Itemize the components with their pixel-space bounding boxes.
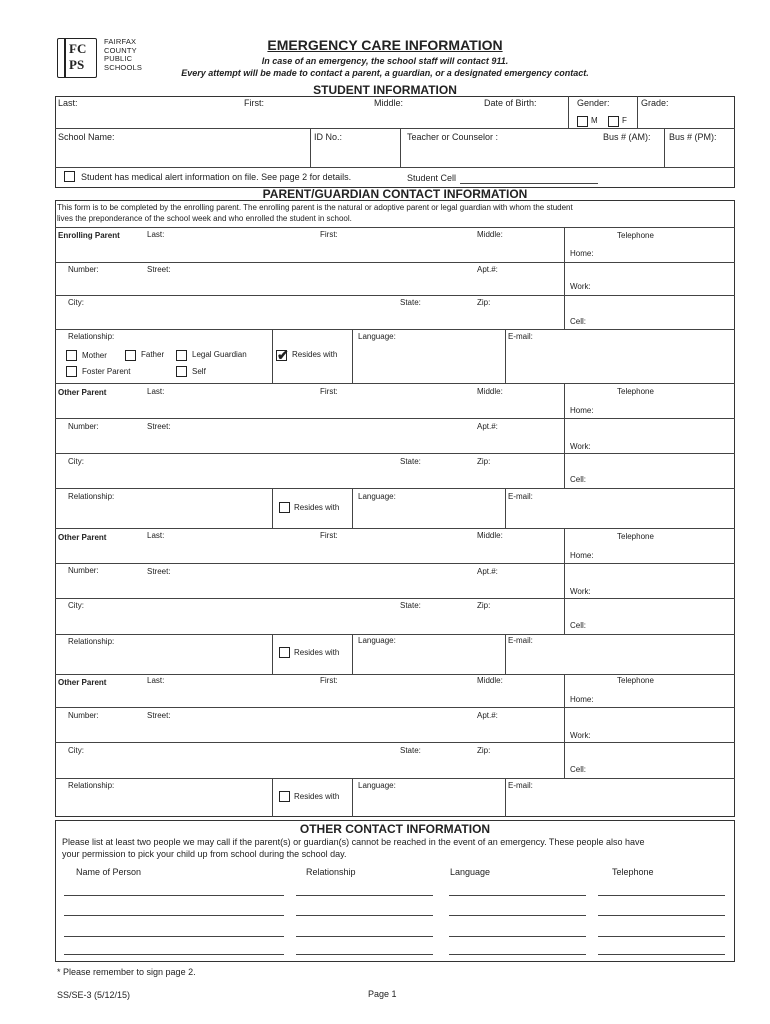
number-label: Number:	[68, 265, 99, 274]
parent-intro-line2: lives the preponderance of the school week and who enrolled the student in school.	[57, 214, 352, 223]
relationship-header: Relationship	[306, 867, 356, 877]
parent-intro-line1: This form is to be completed by the enrolling parent. The enrolling parent is the natural or adoptive parent or legal guardian with whom the student	[57, 203, 573, 212]
relationship-label: Relationship:	[68, 637, 115, 646]
page-title: EMERGENCY CARE INFORMATION	[267, 37, 503, 53]
contact-language-line[interactable]	[449, 954, 586, 955]
foster-parent-label: Foster Parent	[82, 367, 131, 376]
divider	[272, 634, 273, 674]
last-label: Last:	[147, 230, 165, 239]
state-label: State:	[400, 746, 421, 755]
divider	[272, 329, 273, 383]
divider	[55, 453, 735, 454]
divider	[664, 128, 665, 167]
divider	[564, 674, 565, 778]
bus-pm-label: Bus # (PM):	[669, 132, 717, 142]
divider	[352, 329, 353, 383]
email-label: E-mail:	[508, 332, 533, 341]
middle-label: Middle:	[477, 531, 503, 540]
telephone-label: Telephone	[617, 676, 654, 685]
resides-with-label: Resides with	[294, 503, 340, 512]
middle-label: Middle:	[477, 676, 503, 685]
resides-with-checkbox[interactable]	[279, 502, 290, 513]
divider	[55, 262, 735, 263]
telephone-header: Telephone	[612, 867, 654, 877]
contact-name-line[interactable]	[64, 895, 284, 896]
state-label: State:	[400, 601, 421, 610]
city-label: City:	[68, 298, 84, 307]
contact-name-line[interactable]	[64, 915, 284, 916]
relationship-label: Relationship:	[68, 781, 115, 790]
subtitle-911: In case of an emergency, the school staff will contact 911.	[261, 56, 509, 66]
city-label: City:	[68, 601, 84, 610]
street-label: Street:	[147, 567, 171, 576]
language-label: Language:	[358, 492, 396, 501]
page-number: Page 1	[368, 989, 397, 999]
cell-label: Cell:	[570, 765, 587, 774]
zip-label: Zip:	[477, 457, 491, 466]
language-header: Language	[450, 867, 491, 877]
zip-label: Zip:	[477, 746, 491, 755]
id-no-label: ID No.:	[314, 132, 343, 142]
number-label: Number:	[68, 711, 99, 720]
student-last-label: Last:	[58, 98, 78, 108]
last-label: Last:	[147, 676, 165, 685]
bus-am-label: Bus # (AM):	[603, 132, 651, 142]
language-label: Language:	[358, 636, 396, 645]
self-label: Self	[192, 367, 206, 376]
divider	[272, 778, 273, 817]
resides-with-label: Resides with	[294, 648, 340, 657]
mother-label: Mother	[82, 351, 107, 360]
telephone-label: Telephone	[617, 387, 654, 396]
divider	[505, 778, 506, 817]
street-label: Street:	[147, 422, 171, 431]
divider	[505, 329, 506, 383]
first-label: First:	[320, 531, 338, 540]
divider	[55, 383, 735, 384]
apt-label: Apt.#:	[477, 711, 498, 720]
medical-alert-checkbox[interactable]	[64, 171, 75, 182]
student-middle-label: Middle:	[374, 98, 404, 108]
sign-reminder: * Please remember to sign page 2.	[57, 967, 196, 977]
middle-label: Middle:	[477, 230, 503, 239]
divider	[55, 528, 735, 529]
city-label: City:	[68, 746, 84, 755]
divider	[564, 383, 565, 488]
number-label: Number:	[68, 422, 99, 431]
cell-label: Cell:	[570, 475, 587, 484]
name-of-person-header: Name of Person	[76, 867, 142, 877]
home-label: Home:	[570, 406, 594, 415]
cell-label: Cell:	[570, 317, 587, 326]
divider	[55, 128, 735, 129]
parent-info-box	[55, 200, 735, 817]
student-grade-label: Grade:	[641, 98, 669, 108]
checkmark-icon: ✔	[277, 347, 289, 363]
student-dob-label: Date of Birth:	[484, 98, 537, 108]
divider	[55, 563, 735, 564]
contact-name-line[interactable]	[64, 936, 284, 937]
gender-f-checkbox[interactable]	[608, 116, 619, 127]
divider	[310, 128, 311, 167]
divider	[505, 634, 506, 674]
father-label: Father	[141, 350, 165, 359]
enrolling-parent-label: Enrolling Parent	[58, 231, 120, 240]
logo-line: COUNTY	[104, 45, 137, 55]
work-label: Work:	[570, 587, 591, 596]
language-label: Language:	[358, 332, 396, 341]
divider	[400, 128, 401, 167]
contact-telephone-line[interactable]	[598, 915, 725, 916]
divider	[55, 707, 735, 708]
divider	[55, 329, 735, 330]
contact-language-line[interactable]	[449, 915, 586, 916]
apt-label: Apt.#:	[477, 422, 498, 431]
medical-alert-label: Student has medical alert information on file. See page 2 for details.	[81, 172, 352, 182]
divider	[564, 528, 565, 634]
contact-relationship-line[interactable]	[296, 915, 433, 916]
home-label: Home:	[570, 551, 594, 560]
other-contact-title: OTHER CONTACT INFORMATION	[299, 822, 491, 836]
contact-telephone-line[interactable]	[598, 936, 725, 937]
logo-line: FAIRFAX	[104, 37, 137, 46]
divider	[55, 598, 735, 599]
legal-guardian-label: Legal Guardian	[192, 350, 247, 359]
street-label: Street:	[147, 265, 171, 274]
divider	[564, 227, 565, 329]
parent-section-title: PARENT/GUARDIAN CONTACT INFORMATION	[262, 187, 528, 201]
father-checkbox[interactable]	[125, 350, 136, 361]
language-label: Language:	[358, 781, 396, 790]
work-label: Work:	[570, 731, 591, 740]
work-label: Work:	[570, 282, 591, 291]
divider	[55, 227, 735, 228]
self-checkbox[interactable]	[176, 366, 187, 377]
divider	[505, 488, 506, 528]
contact-language-line[interactable]	[449, 895, 586, 896]
other-parent-label: Other Parent	[58, 388, 107, 397]
city-label: City:	[68, 457, 84, 466]
email-label: E-mail:	[508, 636, 533, 645]
zip-label: Zip:	[477, 298, 491, 307]
telephone-label: Telephone	[617, 532, 654, 541]
last-label: Last:	[147, 531, 165, 540]
first-label: First:	[320, 230, 338, 239]
gender-f-label: F	[622, 116, 627, 125]
other-contact-intro1: Please list at least two people we may call if the parent(s) or guardian(s) cannot be reached in the event of an emergency. These people also have	[62, 837, 645, 847]
gender-m-label: M	[591, 116, 598, 125]
divider	[272, 488, 273, 528]
resides-with-checkbox[interactable]	[279, 791, 290, 802]
divider	[55, 167, 735, 168]
legal-guardian-checkbox[interactable]	[176, 350, 187, 361]
teacher-label: Teacher or Counselor :	[407, 132, 499, 142]
logo-line: PUBLIC	[104, 54, 133, 63]
home-label: Home:	[570, 695, 594, 704]
resides-with-checkbox[interactable]	[279, 647, 290, 658]
relationship-label: Relationship:	[68, 492, 115, 501]
apt-label: Apt.#:	[477, 567, 498, 576]
contact-relationship-line[interactable]	[296, 936, 433, 937]
contact-relationship-line[interactable]	[296, 895, 433, 896]
zip-label: Zip:	[477, 601, 491, 610]
resides-with-checkbox[interactable]	[276, 347, 289, 363]
street-label: Street:	[147, 711, 171, 720]
logo-line: SCHOOLS	[104, 62, 143, 72]
first-label: First:	[320, 676, 338, 685]
divider	[55, 742, 735, 743]
cell-label: Cell:	[570, 621, 587, 630]
foster-parent-checkbox[interactable]	[66, 366, 77, 377]
telephone-label: Telephone	[617, 231, 654, 240]
number-label: Number:	[68, 566, 99, 575]
gender-m-checkbox[interactable]	[577, 116, 588, 127]
divider	[55, 488, 735, 489]
other-parent-label: Other Parent	[58, 678, 107, 687]
work-label: Work:	[570, 442, 591, 451]
other-contact-intro2: your permission to pick your child up from school during the school day.	[62, 849, 347, 859]
student-first-label: First:	[244, 98, 264, 108]
resides-with-label: Resides with	[292, 350, 338, 359]
contact-language-line[interactable]	[449, 936, 586, 937]
student-section-title: STUDENT INFORMATION	[313, 83, 457, 97]
resides-with-label: Resides with	[294, 792, 340, 801]
student-gender-label: Gender:	[577, 98, 610, 108]
divider	[637, 96, 638, 128]
contact-telephone-line[interactable]	[598, 895, 725, 896]
form-id: SS/SE-3 (5/12/15)	[57, 990, 131, 1000]
divider	[352, 778, 353, 817]
other-parent-label: Other Parent	[58, 533, 107, 542]
contact-telephone-line[interactable]	[598, 954, 725, 955]
apt-label: Apt.#:	[477, 265, 498, 274]
divider	[55, 418, 735, 419]
first-label: First:	[320, 387, 338, 396]
contact-relationship-line[interactable]	[296, 954, 433, 955]
divider	[55, 295, 735, 296]
divider	[352, 634, 353, 674]
contact-name-line[interactable]	[64, 954, 284, 955]
email-label: E-mail:	[508, 781, 533, 790]
divider	[55, 778, 735, 779]
home-label: Home:	[570, 249, 594, 258]
divider	[55, 634, 735, 635]
subtitle-contact: Every attempt will be made to contact a parent, a guardian, or a designated emergency contact.	[181, 68, 589, 78]
relationship-label: Relationship:	[68, 332, 115, 341]
middle-label: Middle:	[477, 387, 503, 396]
logo-fc: FC	[69, 41, 87, 56]
state-label: State:	[400, 457, 421, 466]
divider	[55, 674, 735, 675]
divider	[568, 96, 569, 128]
divider	[352, 488, 353, 528]
mother-checkbox[interactable]	[66, 350, 77, 361]
last-label: Last:	[147, 387, 165, 396]
state-label: State:	[400, 298, 421, 307]
email-label: E-mail:	[508, 492, 533, 501]
student-cell-line[interactable]	[460, 183, 598, 184]
logo-ps: PS	[69, 57, 85, 72]
student-cell-label: Student Cell	[407, 173, 457, 183]
school-name-label: School Name:	[58, 132, 115, 142]
